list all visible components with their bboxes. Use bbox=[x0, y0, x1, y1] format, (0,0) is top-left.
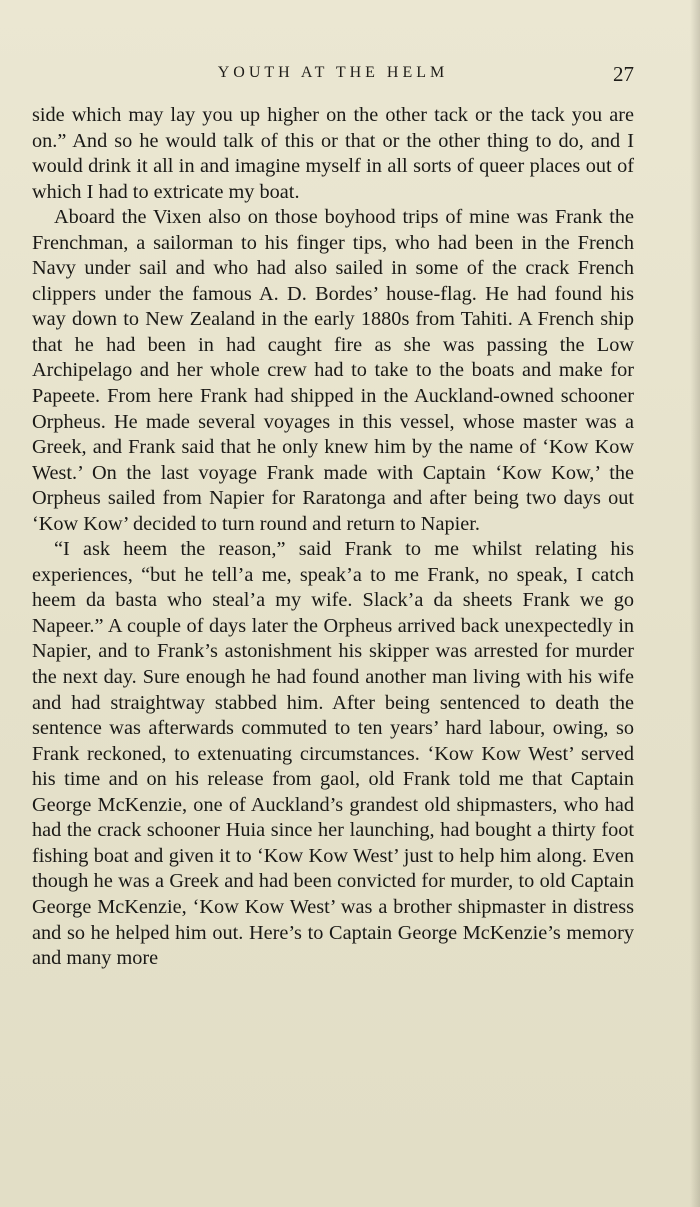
page-edge-shadow bbox=[690, 0, 700, 1207]
paragraph-frank-quote: “I ask heem the reason,” said Frank to me whilst relating his experiences, “but he tell’a me, speak’a to me Frank, no speak, I catch heem da basta who steal’a my wife. Slack’a da sheets Frank we go Napeer.” A couple of days later the Orpheus arrived back unexpectedly in Napier, and to Frank’s astonishment his skipper was arrested for murder the next day. Sure enough he had found another man living with his wife and had straightway stabbed him. After being sentenced to death the sentence was afterwards commuted to ten years’ hard labour, owing, so Frank reckoned, to extenuating circumstances. ‘Kow Kow West’ served his time and on his release from gaol, old Frank told me that Captain George McKenzie, one of Auckland’s grandest old shipmasters, who had had the crack schooner Huia since her launching, had bought a thirty foot fishing boat and given it to ‘Kow Kow West’ just to help him along. Even though he was a Greek and had been convicted for murder, to old Captain George McKenzie, ‘Kow Kow West’ was a brother shipmaster in distress and so he helped him out. Here’s to Captain George McKenzie’s memory and many more bbox=[32, 538, 634, 970]
paragraph-continuation: side which may lay you up higher on the other tack or the tack you are on.” And so he would talk of this or that or the other thing to do, and I would drink it all in and imagine myself in all sorts of queer places out of which I had to extricate my boat. bbox=[32, 104, 634, 203]
running-title: YOUTH AT THE HELM bbox=[217, 64, 449, 81]
running-head bbox=[32, 62, 634, 88]
body-text bbox=[32, 103, 634, 972]
paragraph-frank-the-frenchman: Aboard the Vixen also on those boyhood trips of mine was Frank the Frenchman, a sailorman to his finger tips, who had been in the French Navy under sail and who had also sailed in some of the crack French clippers under the famous A. D. Bordes’ house-flag. He had found his way down to New Zealand in the early 1880s from Tahiti. A French ship that he had been in had caught fire as she was passing the Low Archipelago and her whole crew had to take to the boats and make for Papeete. From here Frank had shipped in the Auckland-owned schooner Orpheus. He made several voyages in this vessel, whose master was a Greek, and Frank said that he only knew him by the name of ‘Kow Kow West.’ On the last voyage Frank made with Captain ‘Kow Kow,’ the Orpheus sailed from Napier for Raratonga and after being two days out ‘Kow Kow’ decided to turn round and return to Napier. bbox=[32, 206, 634, 535]
page-number: 27 bbox=[613, 62, 634, 86]
